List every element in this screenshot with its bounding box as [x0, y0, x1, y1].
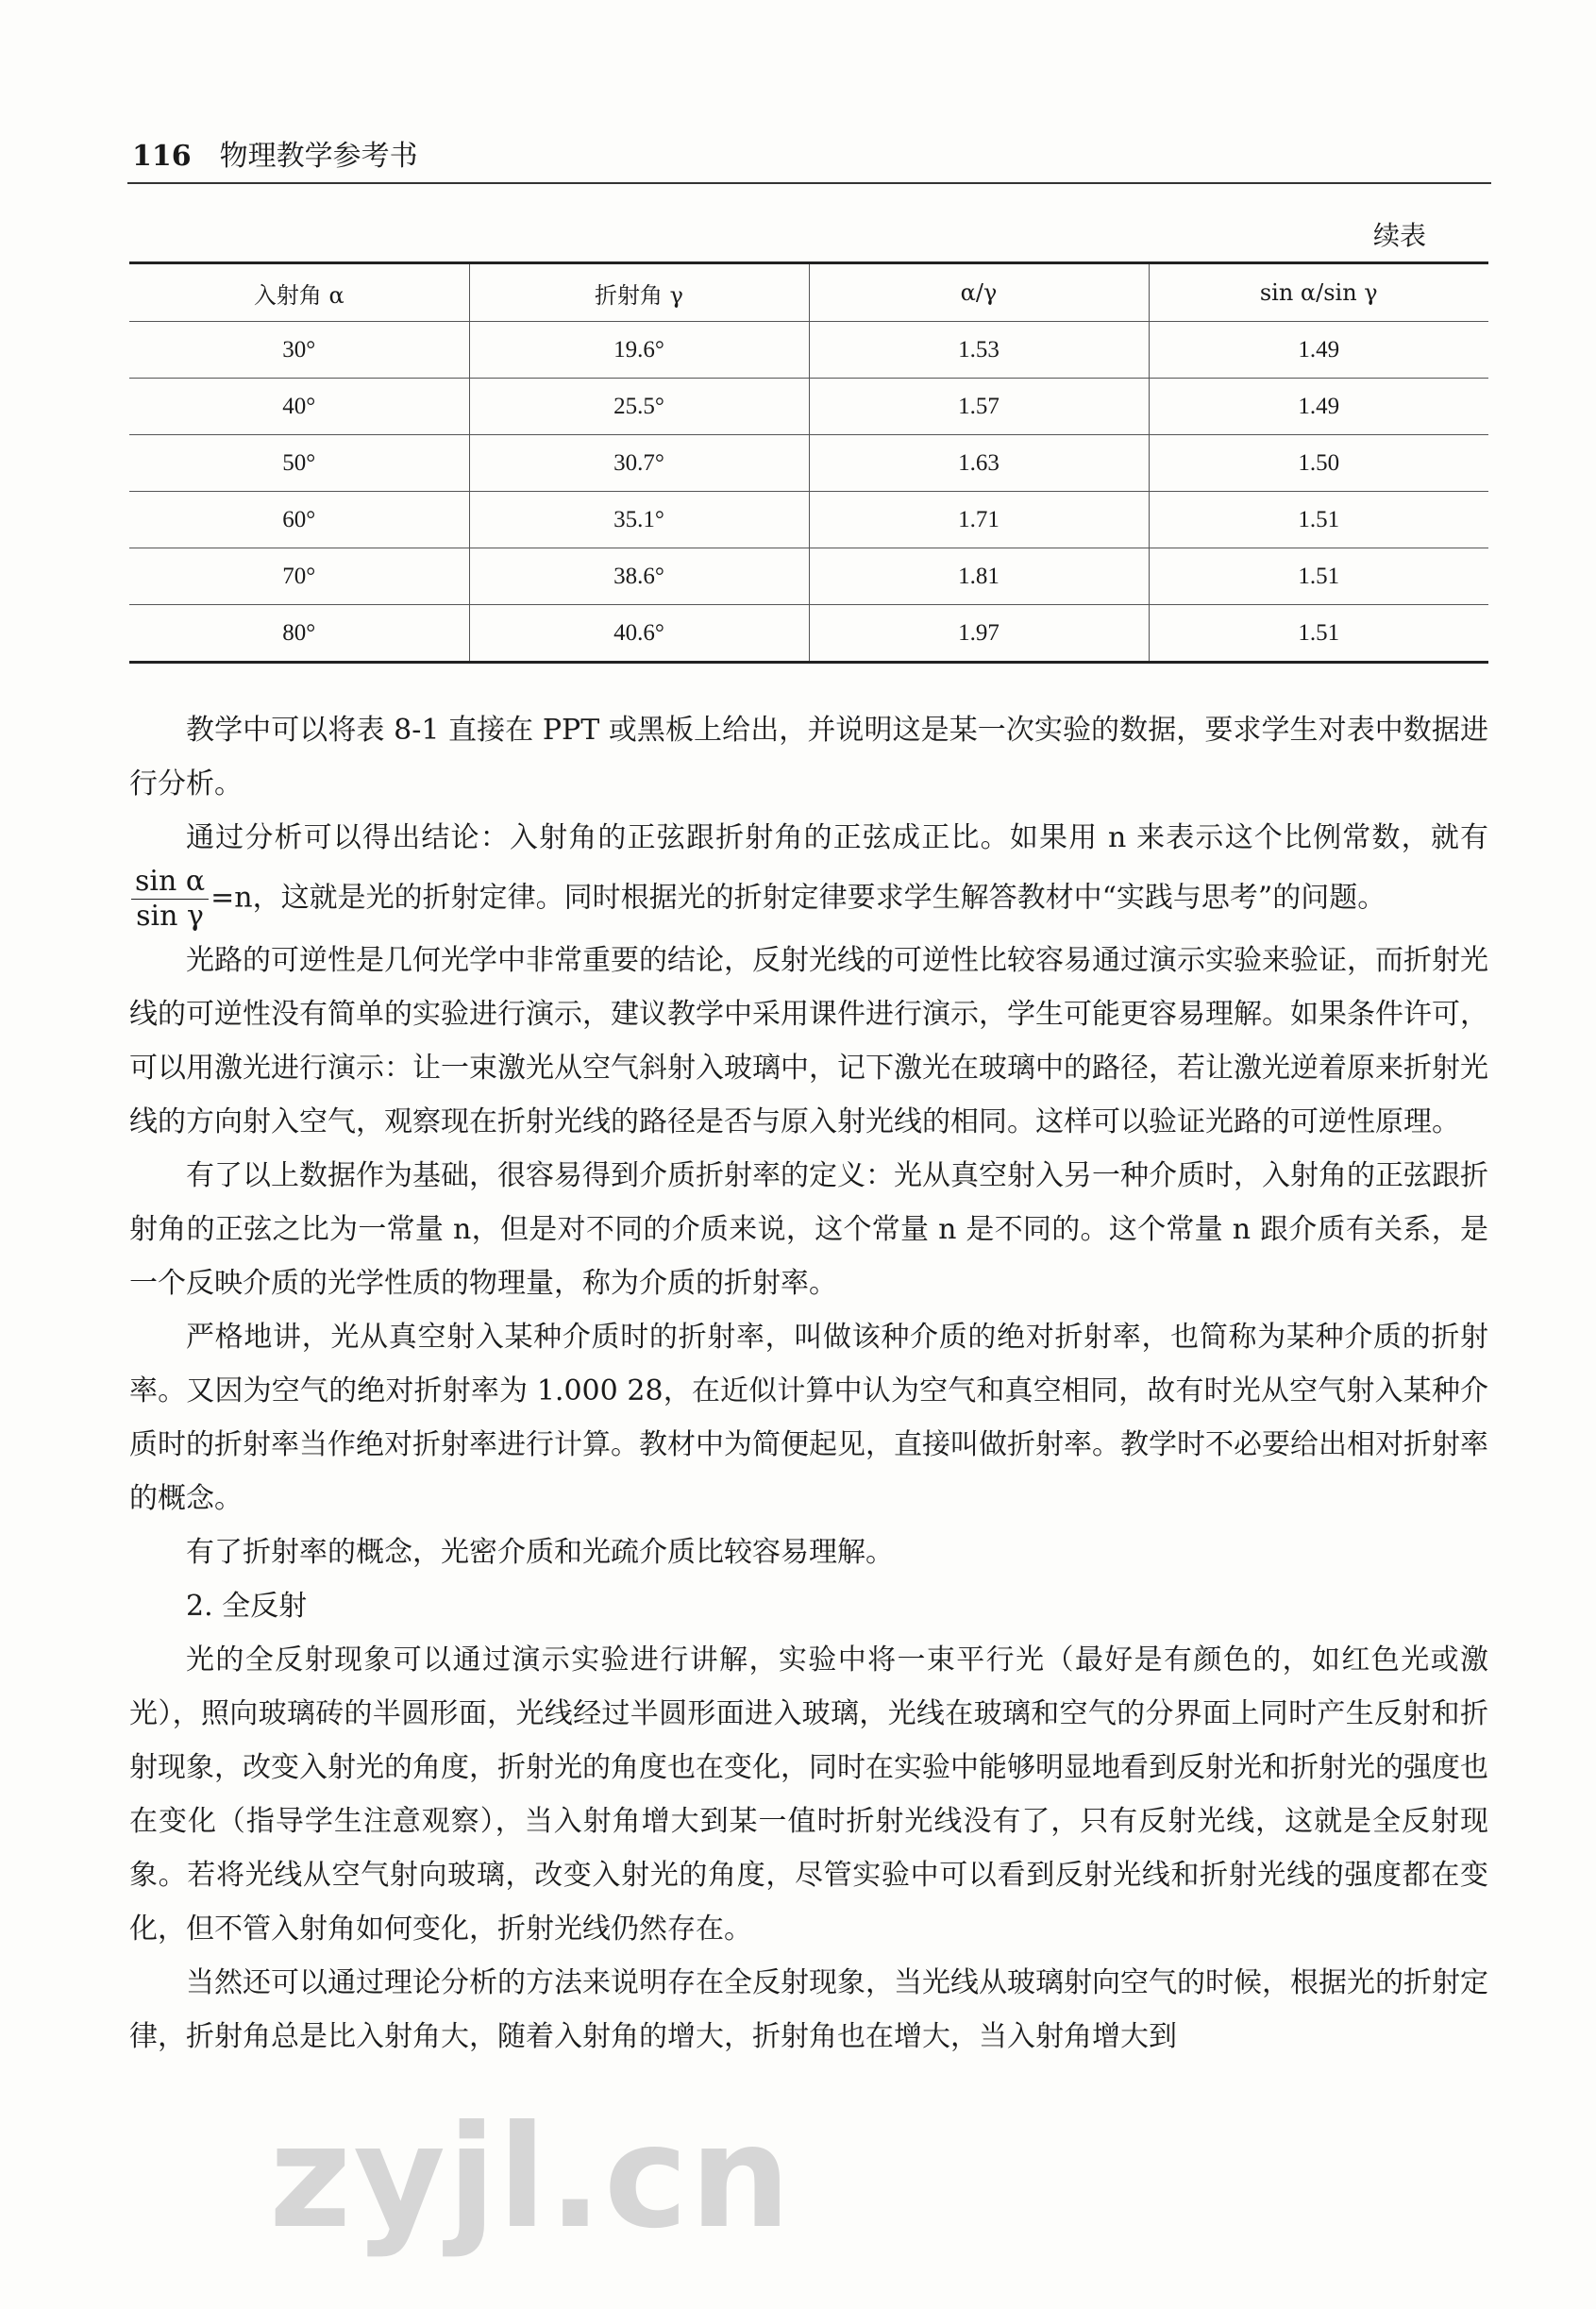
table-cell: 1.49: [1149, 379, 1488, 435]
table-cell: 1.51: [1149, 548, 1488, 605]
table-row: [129, 548, 1488, 605]
table-cell: 1.63: [809, 435, 1149, 492]
paragraph-total-reflection-demo: 光的全反射现象可以通过演示实验进行讲解，实验中将一束平行光（最好是有颜色的，如红色光或激光），照向玻璃砖的半圆形面，光线经过半圆形面进入玻璃，光线在玻璃和空气的分界面上同时产生反射和折射现象，改变入射光的角度，折射光的角度也在变化，同时在实验中能够明显地看到反射光和折射光的强度也在变化（指导学生注意观察），当入射角增大到某一值时折射光线没有了，只有反射光线，这就是全反射现象。若将光线从空气射向玻璃，改变入射光的角度，尽管实验中可以看到反射光线和折射光线的强度都在变化，但不管入射角如何变化，折射光线仍然存在。: [129, 1643, 1488, 1946]
fraction-numerator: sin α: [131, 865, 209, 900]
table-row: [129, 322, 1488, 379]
table-cell: 30.7°: [469, 435, 809, 492]
table-cell: 1.49: [1149, 322, 1488, 379]
table-row: [129, 379, 1488, 435]
paragraph-absolute-index: 严格地讲，光从真空射入某种介质时的折射率，叫做该种介质的绝对折射率，也简称为某种介质的折射率。又因为空气的绝对折射率为 1.000 28，在近似计算中认为空气和真空相同，故有时光从空气射入某种介质时的折射率当作绝对折射率进行计算。教材中为简便起见，直接叫做折射率。教学时不必要给出相对折射率的概念。: [129, 1321, 1488, 1515]
table-cell: 1.53: [809, 322, 1149, 379]
table-row: [129, 492, 1488, 548]
paragraph-reversibility: 光路的可逆性是几何光学中非常重要的结论，反射光线的可逆性比较容易通过演示实验来验证，而折射光线的可逆性没有简单的实验进行演示，建议教学中采用课件进行演示，学生可能更容易理解。如果条件许可，可以用激光进行演示：让一束激光从空气斜射入玻璃中，记下激光在玻璃中的路径，若让激光逆着原来折射光线的方向射入空气，观察现在折射光线的路径是否与原入射光线的相同。这样可以验证光路的可逆性原理。: [129, 944, 1488, 1138]
book-title: 物理教学参考书: [219, 140, 418, 173]
paragraph-total-reflection-theory: 当然还可以通过理论分析的方法来说明存在全反射现象，当光线从玻璃射向空气的时候，根据光的折射定律，折射角总是比入射角大，随着入射角的增大，折射角也在增大，当入射角增大到: [129, 1966, 1488, 2053]
watermark: zyjl.cn: [269, 2096, 793, 2260]
table-cell: 80°: [129, 605, 469, 663]
table-cell: 1.97: [809, 605, 1149, 663]
table-header-row: [129, 263, 1488, 322]
continued-table-label: 续表: [1373, 220, 1427, 251]
table-cell: 30°: [129, 322, 469, 379]
table-row: [129, 605, 1488, 663]
table-cell: 40°: [129, 379, 469, 435]
table-cell: 1.57: [809, 379, 1149, 435]
refraction-law-text-b: =n，这就是光的折射定律。同时根据光的折射定律要求学生解答教材中“实践与思考”的问题。: [210, 881, 1386, 915]
col-header-refraction-angle: 折射角 γ: [469, 263, 809, 322]
table-cell: 19.6°: [469, 322, 809, 379]
table-cell: 1.71: [809, 492, 1149, 548]
refraction-data-table: [129, 261, 1488, 664]
refraction-law-text-a: 通过分析可以得出结论：入射角的正弦跟折射角的正弦成正比。如果用 n 来表示这个比例常数，就有: [186, 821, 1488, 854]
col-header-incidence-angle: 入射角 α: [129, 263, 469, 322]
table-cell: 60°: [129, 492, 469, 548]
sine-ratio-fraction: [131, 865, 209, 934]
paragraph-table-usage: 教学中可以将表 8-1 直接在 PPT 或黑板上给出，并说明这是某一次实验的数据，要求学生对表中数据进行分析。: [129, 714, 1488, 801]
table-row: [129, 435, 1488, 492]
page-header: [132, 132, 418, 174]
paragraph-dense-media: 有了折射率的概念，光密介质和光疏介质比较容易理解。: [186, 1536, 894, 1569]
table-cell: 50°: [129, 435, 469, 492]
table-cell: 35.1°: [469, 492, 809, 548]
table-cell: 40.6°: [469, 605, 809, 663]
table-cell: 1.81: [809, 548, 1149, 605]
paragraph-refraction-law: [129, 811, 1488, 934]
page-number: 116: [132, 140, 192, 173]
table-cell: 25.5°: [469, 379, 809, 435]
body-text: [129, 703, 1488, 2064]
table-cell: 70°: [129, 548, 469, 605]
col-header-angle-ratio: α/γ: [809, 263, 1149, 322]
header-rule: [127, 182, 1491, 184]
paragraph-index-definition: 有了以上数据作为基础，很容易得到介质折射率的定义：光从真空射入另一种介质时，入射角的正弦跟折射角的正弦之比为一常量 n，但是对不同的介质来说，这个常量 n 是不同的。这个常量 n 跟介质有关系，是一个反映介质的光学性质的物理量，称为介质的折射率。: [129, 1159, 1488, 1300]
fraction-denominator: sin γ: [136, 900, 204, 933]
table-cell: 1.50: [1149, 435, 1488, 492]
table-cell: 38.6°: [469, 548, 809, 605]
table-cell: 1.51: [1149, 492, 1488, 548]
table-cell: 1.51: [1149, 605, 1488, 663]
col-header-sine-ratio: sin α/sin γ: [1149, 263, 1488, 322]
section-heading-total-reflection: 2. 全反射: [186, 1590, 308, 1623]
